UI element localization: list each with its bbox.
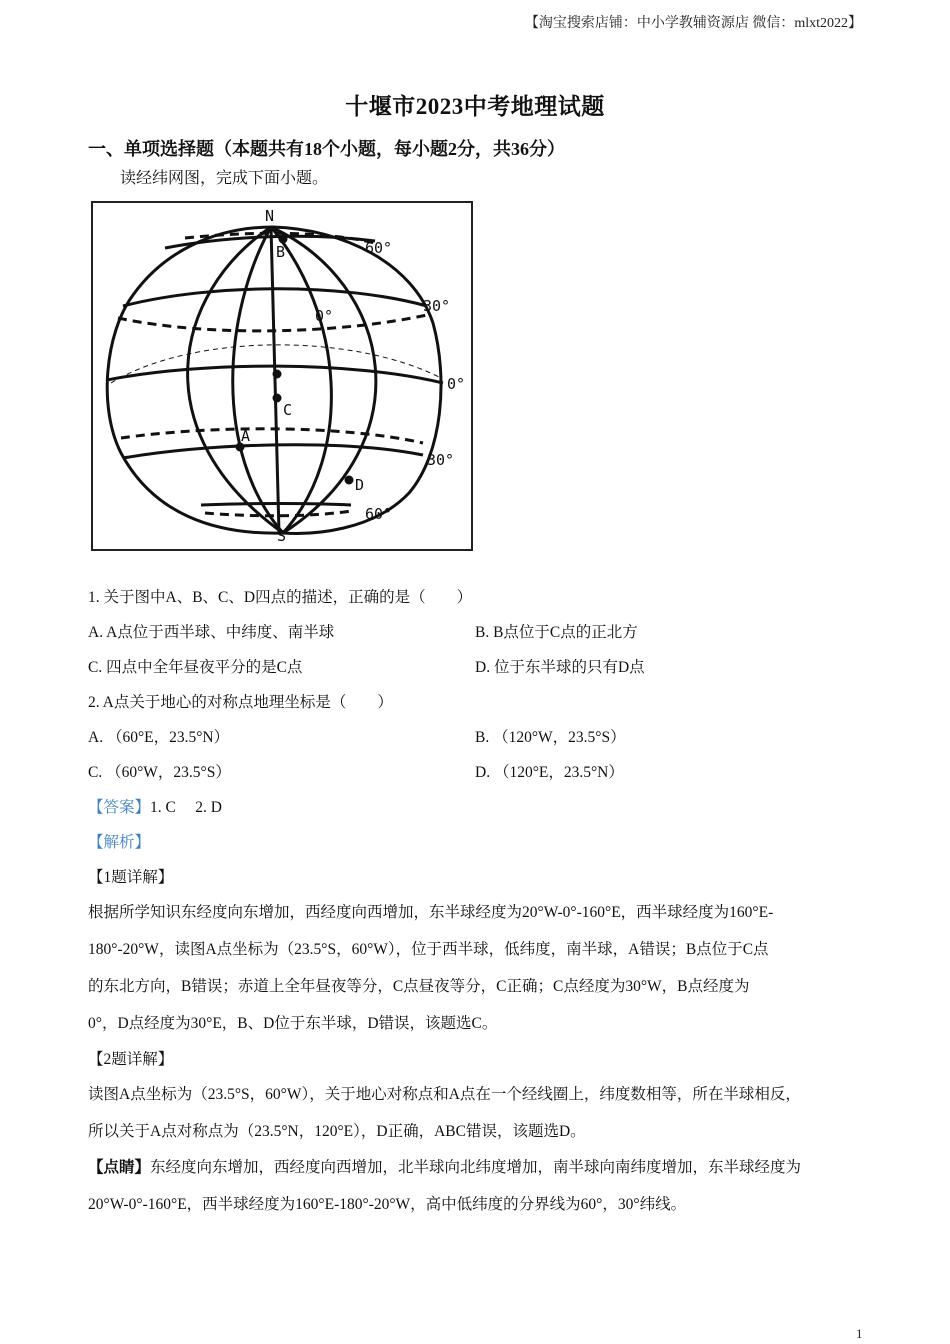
meridian-left-outer <box>188 227 286 533</box>
page-title: 十堰市2023中考地理试题 <box>345 94 605 119</box>
q2-option-a: A. （60°E，23.5°N） <box>88 729 230 746</box>
q2-option-b: B. （120°W，23.5°S） <box>475 729 626 746</box>
detail1-line: 180°-20°W，读图A点坐标为（23.5°S，60°W），位于西半球，低纬度，南半球，A错误；B点位于C点 <box>88 941 769 958</box>
q1-stem: 1. 关于图中A、B、C、D四点的描述，正确的是（ ） <box>88 589 473 606</box>
latitude-30s-back <box>121 429 423 443</box>
point-extra <box>273 370 282 379</box>
latitude-60s <box>201 504 351 506</box>
label-lon0: 0° <box>315 307 334 325</box>
tip-tag: 【点睛】 <box>88 1159 151 1176</box>
detail1-line: 0°，D点经度为30°E，B、D位于东半球，D错误，该题选C。 <box>88 1015 498 1032</box>
point-c <box>273 394 282 403</box>
tip-text: 东经度向东增加，西经度向西增加，北半球向北纬度增加，南半球向南纬度增加，东半球经度为 <box>150 1159 802 1176</box>
label-n: N <box>265 207 275 225</box>
label-lat30s: 30° <box>427 451 455 469</box>
point-d <box>345 476 354 485</box>
q2-option-c: C. （60°W，23.5°S） <box>88 764 231 781</box>
q2-option-d: D. （120°E，23.5°N） <box>475 764 624 781</box>
answer-tag: 【答案】 <box>88 799 151 816</box>
detail1-tag: 【1题详解】 <box>88 869 174 886</box>
analysis-tag: 【解析】 <box>88 834 151 851</box>
q1-option-d: D. 位于东半球的只有D点 <box>475 659 645 676</box>
tip-line <box>88 1155 874 1177</box>
globe-figure <box>91 201 473 551</box>
detail2-line: 读图A点坐标为（23.5°S，60°W），关于地心对称点和A点在一个经线圈上，纬度数相等，所在半球相反， <box>88 1086 801 1103</box>
label-c: C <box>283 401 293 419</box>
answer-line <box>88 795 222 817</box>
section-heading: 一、单项选择题（本题共有18个小题，每小题2分，共36分） <box>88 139 565 159</box>
q1-option-c: C. 四点中全年昼夜平分的是C点 <box>88 659 303 676</box>
header-note: 【淘宝搜索店铺：中小学教辅资源店 微信：mlxt2022】 <box>524 16 862 31</box>
globe-diagram <box>93 203 471 549</box>
q1-option-b: B. B点位于C点的正北方 <box>475 624 638 641</box>
label-lat0: 0° <box>447 375 466 393</box>
latitude-30s <box>123 445 423 458</box>
label-d: D <box>355 476 365 494</box>
q1-option-a: A. A点位于西半球、中纬度、南半球 <box>88 624 335 641</box>
label-s: S <box>277 527 287 545</box>
label-lat60n: 60° <box>365 239 393 257</box>
page-number: 1 <box>856 1326 863 1341</box>
question-intro: 读经纬网图，完成下面小题。 <box>120 170 329 187</box>
detail1-line: 的东北方向，B错误；赤道上全年昼夜等分，C点昼夜等分，C正确；C点经度为30°W，B点经度为 <box>88 978 750 995</box>
q2-stem: 2. A点关于地心的对称点地理坐标是（ ） <box>88 694 393 711</box>
detail1-line: 根据所学知识东经度向东增加，西经度向西增加，东半球经度为20°W-0°-160°E，西半球经度为160°E- <box>88 904 774 921</box>
tip-line: 20°W-0°-160°E，西半球经度为160°E-180°-20°W，高中低纬度的分界线为60°，30°纬线。 <box>88 1196 687 1213</box>
label-lat30n: 30° <box>423 297 451 315</box>
latitude-30n <box>123 289 427 306</box>
label-a: A <box>241 427 251 445</box>
meridian-right-inner <box>271 227 334 533</box>
prime-meridian <box>271 227 279 533</box>
answer-text: 1. C 2. D <box>150 799 222 816</box>
detail2-tag: 【2题详解】 <box>88 1051 174 1068</box>
label-lat60s: 60° <box>365 505 393 523</box>
label-b: B <box>276 243 286 261</box>
detail2-line: 所以关于A点对称点为（23.5°N，120°E），D正确，ABC错误，该题选D。 <box>88 1123 586 1140</box>
